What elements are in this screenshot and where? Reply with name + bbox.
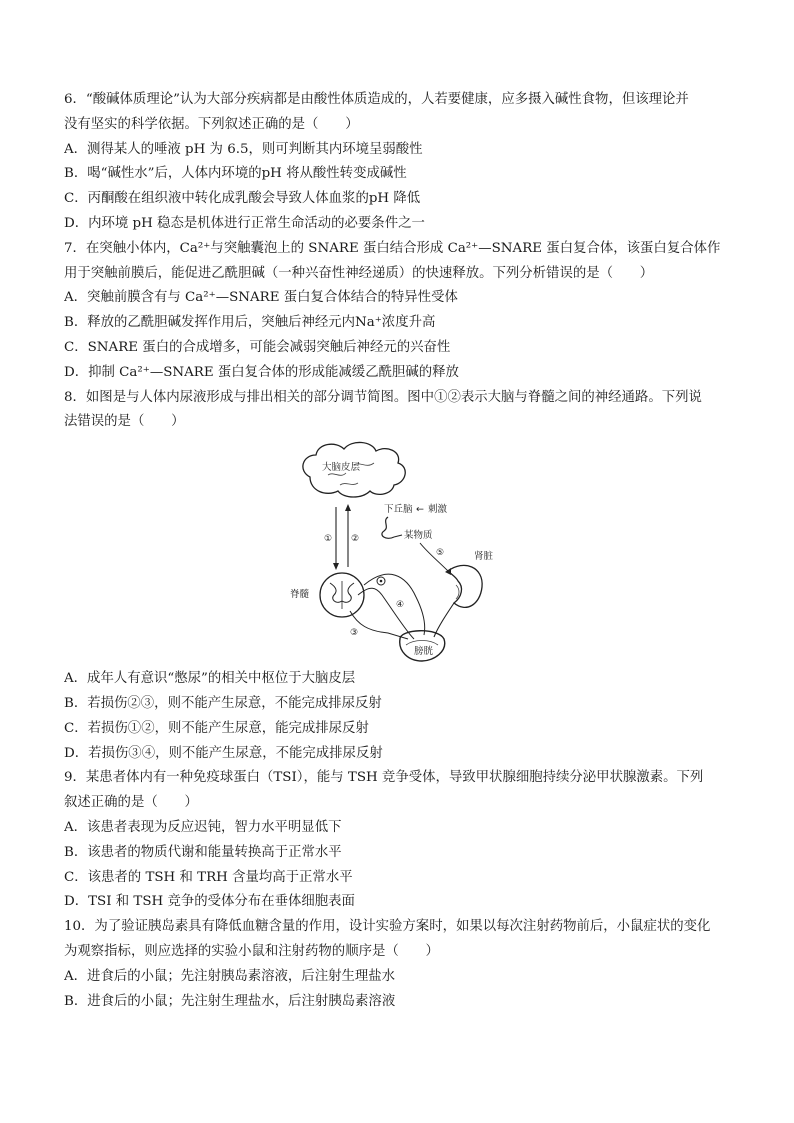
- hypothalamus-label: 下丘脑: [384, 504, 413, 516]
- stimulus-label: 刺激: [428, 504, 448, 516]
- q8-option-d: D．若损伤③④，则不能产生尿意，不能完成排尿反射: [64, 745, 383, 761]
- pathway-3-label: ③: [350, 628, 359, 639]
- kidney-shape: [448, 566, 482, 608]
- q9-option-c: C．该患者的 TSH 和 TRH 含量均高于正常水平: [64, 869, 353, 885]
- diagram-svg: [288, 435, 508, 663]
- q6-stem-line1: 6．“酸碱体质理论”认为大部分疾病都是由酸性体质造成的，人若要健康，应多摄入碱性食物，但该理论并: [64, 92, 689, 107]
- q7-stem-line2: 用于突触前膜后，能促进乙酰胆碱（一种兴奋性神经递质）的快速释放。下列分析错误的是（ ）: [64, 265, 654, 281]
- q10-stem-line1: 10．为了验证胰岛素具有降低血糖含量的作用，设计实验方案时，如果以每次注射药物前后，小鼠症状的变化: [64, 919, 711, 935]
- pathway-2-label: ②: [351, 534, 360, 545]
- q8-option-a: A．成年人有意识“憋尿”的相关中枢位于大脑皮层: [64, 671, 356, 687]
- q6-option-a: A．测得某人的唾液 pH 为 6.5，则可判断其内环境呈弱酸性: [64, 141, 423, 157]
- q10-stem-line2: 为观察指标，则应选择的实验小鼠和注射药物的顺序是（ ）: [64, 943, 439, 959]
- q7-option-b: B．释放的乙酰胆碱发挥作用后，突触后神经元内Na⁺浓度升高: [64, 315, 436, 331]
- stimulus-arrow: ←: [416, 504, 424, 516]
- q9-stem-line2: 叙述正确的是（ ）: [64, 795, 198, 811]
- q6-stem-line2: 没有坚实的科学依据。下列叙述正确的是（ ）: [64, 116, 359, 132]
- cortex-label: 大脑皮层: [322, 462, 361, 474]
- q7-stem-line1: 7．在突触小体内，Ca²⁺与突触囊泡上的 SNARE 蛋白结合形成 Ca²⁺—SNARE 蛋白复合体，该蛋白复合体作: [64, 240, 721, 256]
- q9-option-d: D．TSI 和 TSH 竞争的受体分布在垂体细胞表面: [64, 894, 355, 910]
- kidney-label: 肾脏: [474, 551, 494, 563]
- q8-stem-line2: 法错误的是（ ）: [64, 414, 185, 430]
- q8-stem-line1: 8．如图是与人体内尿液形成与排出相关的部分调节简图。图中①②表示大脑与脊髓之间的神经通路。下列说: [64, 389, 702, 405]
- pathway-5-label: ⑤: [436, 548, 445, 559]
- q8-option-b: B．若损伤②③，则不能产生尿意，不能完成排尿反射: [64, 695, 382, 711]
- pathway-1-label: ①: [324, 534, 333, 545]
- q8-option-c: C．若损伤①②，则不能产生尿意，能完成排尿反射: [64, 720, 369, 736]
- q6-option-b: B．喝“碱性水”后，人体内环境的pH 将从酸性转变成碱性: [64, 166, 407, 182]
- exam-page: [64, 88, 736, 1014]
- q7-option-c: C．SNARE 蛋白的合成增多，可能会减弱突触后神经元的兴奋性: [64, 339, 451, 355]
- pathway-4-label: ④: [396, 600, 405, 611]
- q10-option-b: B．进食后的小鼠；先注射生理盐水，后注射胰岛素溶液: [64, 993, 396, 1009]
- q9-stem-line1: 9．某患者体内有一种免疫球蛋白（TSI），能与 TSH 竞争受体，导致甲状腺细胞持续分泌甲状腺激素。下列: [64, 770, 704, 786]
- substance-label: 某物质: [404, 530, 433, 542]
- q9-option-b: B．该患者的物质代谢和能量转换高于正常水平: [64, 844, 342, 860]
- q7-option-a: A．突触前膜含有与 Ca²⁺—SNARE 蛋白复合体结合的特异性受体: [64, 290, 458, 306]
- pituitary-squiggle: [382, 517, 394, 538]
- bladder-label: 膀胱: [414, 646, 434, 658]
- q10-option-a: A．进食后的小鼠；先注射胰岛素溶液，后注射生理盐水: [64, 968, 396, 984]
- urination-regulation-diagram: [64, 435, 736, 667]
- q9-option-a: A．该患者表现为反应迟钝，智力水平明显低下: [64, 819, 342, 835]
- q6-option-c: C．丙酮酸在组织液中转化成乳酸会导致人体血浆的pH 降低: [64, 191, 421, 207]
- spinal-cord-label: 脊髓: [290, 589, 310, 601]
- q7-option-d: D．抑制 Ca²⁺—SNARE 蛋白复合体的形成能减缓乙酰胆碱的释放: [64, 364, 459, 380]
- q6-option-d: D．内环境 pH 稳态是机体进行正常生命活动的必要条件之一: [64, 215, 425, 231]
